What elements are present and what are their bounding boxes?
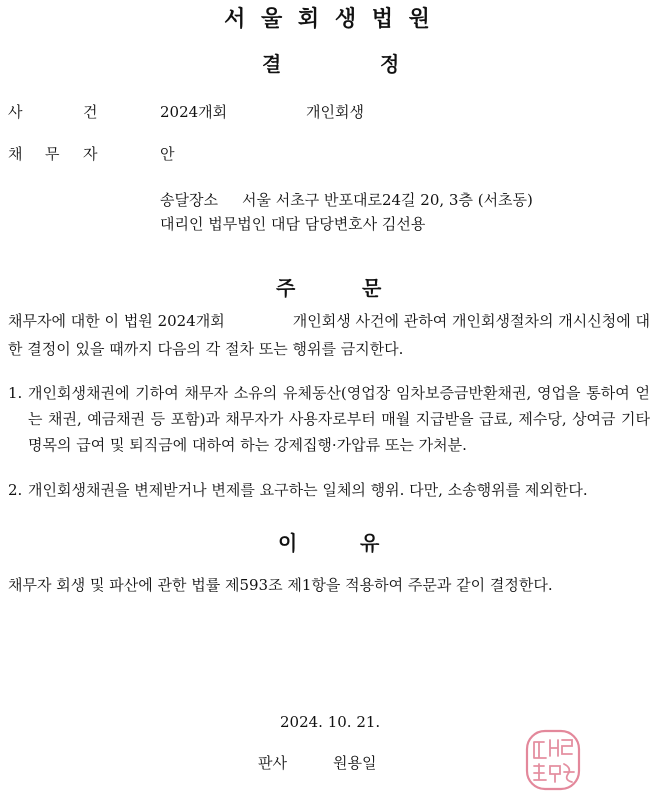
order-heading-char-1: 주: [276, 276, 296, 300]
service-label: 송달장소: [160, 191, 218, 209]
order-item-2: [8, 477, 650, 503]
order-heading-char-2: 문: [362, 276, 382, 300]
reason-heading-char-1: 이: [278, 531, 298, 555]
reason-text: 채무자 회생 및 파산에 관한 법률 제593조 제1항을 적용하여 주문과 같이 결정한다.: [8, 576, 553, 594]
debtor-label-char-2: 무: [45, 145, 60, 163]
order-item-2-number: 2.: [8, 481, 23, 499]
case-number: 2024개회: [160, 103, 228, 121]
order-intro: [8, 307, 650, 363]
order-item-1-text: 개인회생채권에 기하여 채무자 소유의 유체동산(영업장 임차보증금반환채권, 영업을 통하여 얻는 채권, 예금채권 등 포함)과 채무자가 사용자로부터 매월 지급받을 급료, 제수당, 상여금 기타 명목의 급여 및 퇴직금에 대하여 하는 강제집행·가압류 또는 가처분.: [28, 384, 650, 454]
order-intro-part-1: 채무자에 대한 이 법원 2024개회: [8, 312, 225, 330]
decision-date: 2024. 10. 21.: [280, 713, 381, 731]
debtor-label-char-1: 채: [8, 145, 23, 163]
case-type: 개인회생: [306, 103, 364, 121]
debtor-name: 안: [160, 145, 175, 163]
order-intro-part-2: 개인회생 사건에 관하여 개인회생절차의 개시신청에 대한 결정이 있을 때까지 다음의 각 절차 또는 행위를 금지한다.: [8, 312, 650, 358]
court-name: 서 울 회 생 법 원: [224, 7, 434, 32]
representative: 대리인 법무법인 대담 담당변호사 김선용: [160, 215, 426, 233]
order-item-1: [8, 380, 650, 458]
judge-title: 판사: [258, 754, 287, 772]
case-label-char-2: 건: [83, 103, 98, 121]
reason-heading-char-2: 유: [360, 531, 380, 555]
judge-seal-stamp-icon: [524, 728, 582, 792]
debtor-label-char-3: 자: [83, 145, 98, 163]
document-type-char-1: 결: [262, 52, 282, 76]
judge-name: 원용일: [333, 754, 377, 772]
document-type-char-2: 정: [380, 52, 400, 76]
case-label-char-1: 사: [8, 103, 23, 121]
order-item-2-text: 개인회생채권을 변제받거나 변제를 요구하는 일체의 행위. 다만, 소송행위를 제외한다.: [28, 481, 588, 499]
order-item-1-number: 1.: [8, 384, 23, 402]
service-address: 서울 서초구 반포대로24길 20, 3층 (서초동): [242, 191, 533, 209]
